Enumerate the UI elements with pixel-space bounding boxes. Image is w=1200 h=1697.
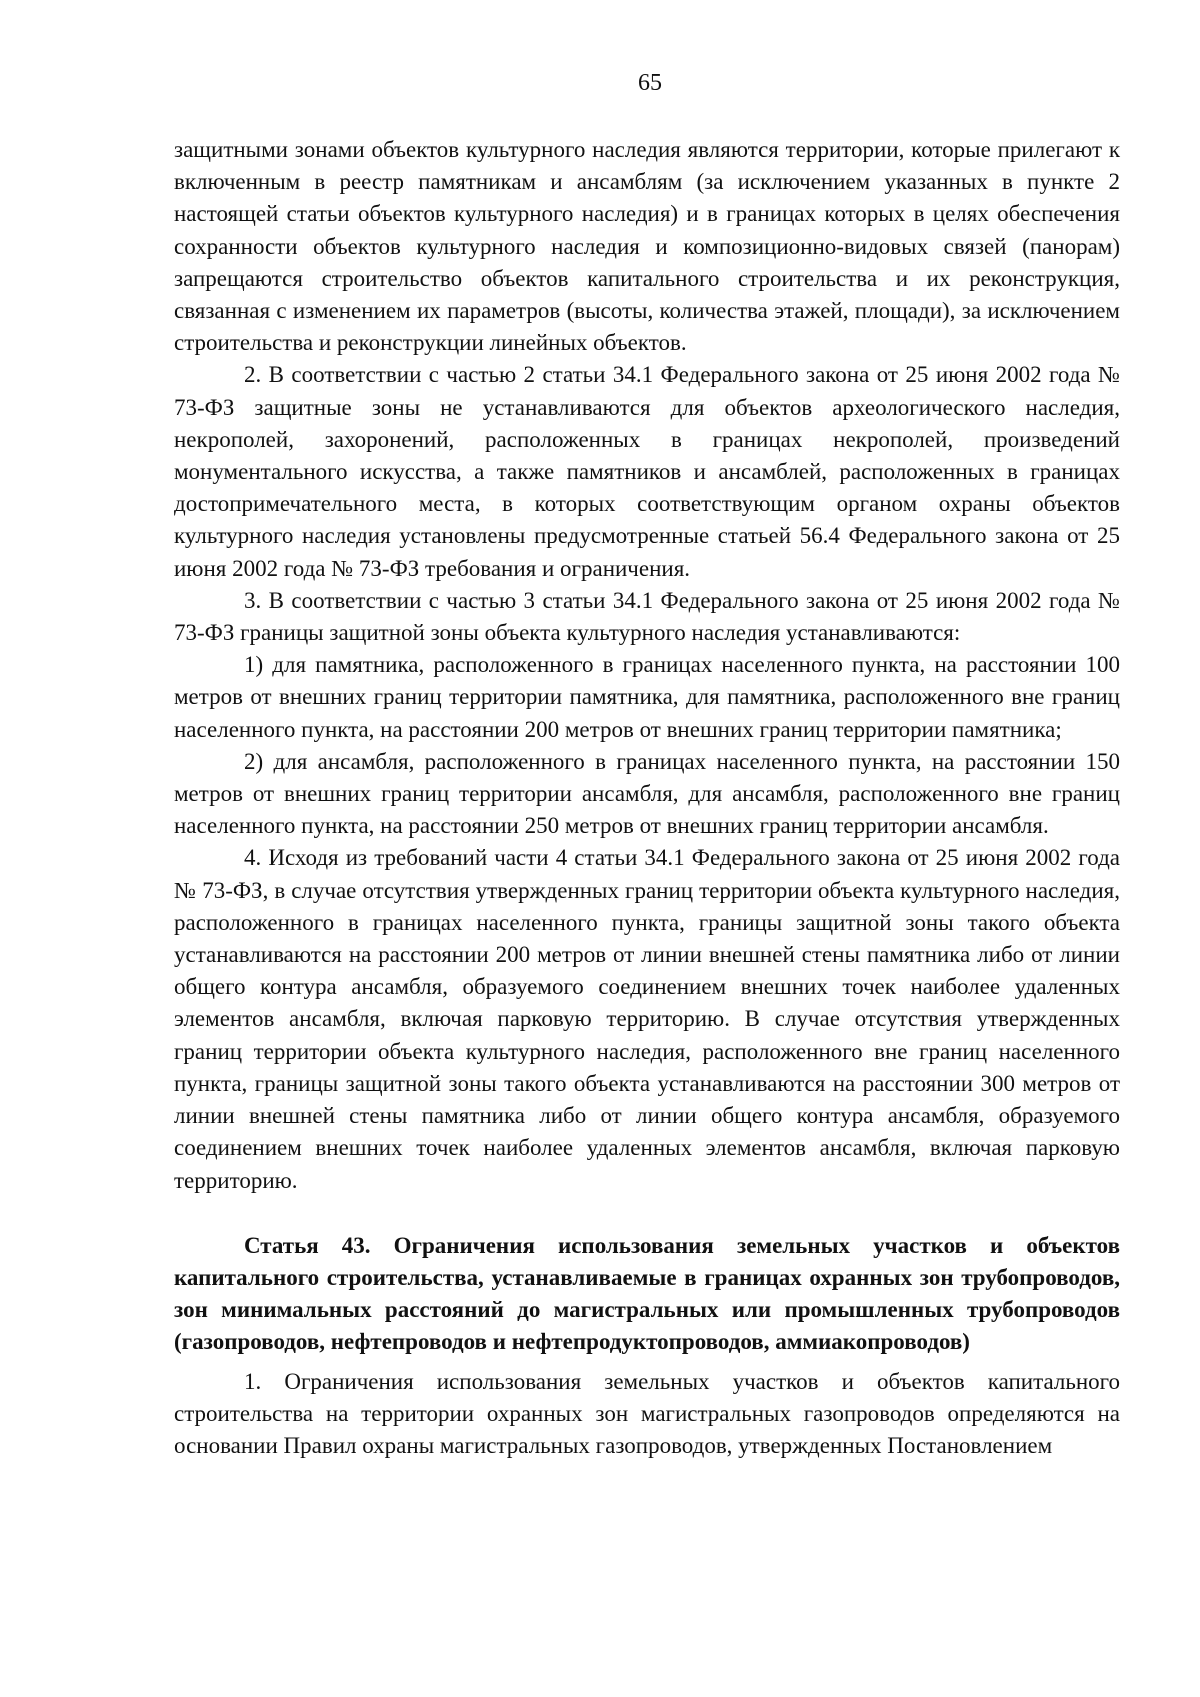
paragraph-article-43-item-1: 1. Ограничения использования земельных участков и объектов капитального строительства на территории охранных зон магистральных газопроводов определяются на основании Правил охраны магистральных газопроводов, утвержденных Постановлением (174, 1368, 1120, 1458)
paragraph-subitem-2: 2) для ансамбля, расположенного в границах населенного пункта, на расстоянии 150 метров от внешних границ территории ансамбля, для ансамбля, расположенного вне границ населенного пункта, на расстоянии 250 метров от внешних границ территории ансамбля. (174, 748, 1120, 839)
paragraph-protective-zones-definition: защитными зонами объектов культурного наследия являются территории, которые прилегают к включенным в реестр памятникам и ансамблям (за исключением указанных в пункте 2 настоящей статьи объектов культурного наследия) и в границах которых в целях обеспечения сохранности объектов культурного наследия и композиционно-видовых связей (панорам) запрещаются строительство объектов капитального строительства и их реконструкция, связанная с изменением их параметров (высоты, количества этажей, площади), за исключением строительства и реконструкции линейных объектов. (174, 137, 1120, 356)
paragraph-item-2: 2. В соответствии с частью 2 статьи 34.1 Федерального закона от 25 июня 2002 года № 73-ФЗ защитные зоны не устанавливаются для объектов археологического наследия, некрополей, захоронений, расположенных в границах некрополей, произведений монументального искусства, а также памятников и ансамблей, расположенных в границах достопримечательного места, в которых соответствующим органом охраны объектов культурного наследия установлены предусмотренные статьей 56.4 Федерального закона от 25 июня 2002 года № 73-ФЗ требования и ограничения. (174, 362, 1120, 581)
paragraph-subitem-1: 1) для памятника, расположенного в границах населенного пункта, на расстоянии 100 метров от внешних границ территории памятника, для памятника, расположенного вне границ населенного пункта, на расстоянии 200 метров от внешних границ территории памятника; (174, 652, 1120, 742)
document-body (174, 134, 1120, 1462)
paragraph-item-3: 3. В соответствии с частью 3 статьи 34.1 Федерального закона от 25 июня 2002 года № 73-ФЗ границы защитной зоны объекта культурного наследия устанавливаются: (174, 587, 1120, 646)
page-number: 65 (638, 70, 662, 96)
article-43-heading: Статья 43. Ограничения использования земельных участков и объектов капитального строительства, устанавливаемые в границах охранных зон трубопроводов, зон минимальных расстояний до магистральных или промышленных трубопроводов (газопроводов, нефтепроводов и нефтепродуктопроводов, аммиакопроводов) (174, 1232, 1120, 1355)
paragraph-item-4: 4. Исходя из требований части 4 статьи 34.1 Федерального закона от 25 июня 2002 года № 73-ФЗ, в случае отсутствия утвержденных границ территории объекта культурного наследия, расположенного в границах населенного пункта, границы защитной зоны такого объекта устанавливаются на расстоянии 200 метров от линии внешней стены памятника либо от линии общего контура ансамбля, образуемого соединением внешних точек наиболее удаленных элементов ансамбля, включая парковую территорию. В случае отсутствия утвержденных границ территории объекта культурного наследия, расположенного вне границ населенного пункта, границы защитной зоны такого объекта устанавливаются на расстоянии 300 метров от линии внешней стены памятника либо от линии общего контура ансамбля, образуемого соединением внешних точек наиболее удаленных элементов ансамбля, включая парковую территорию. (174, 845, 1120, 1193)
